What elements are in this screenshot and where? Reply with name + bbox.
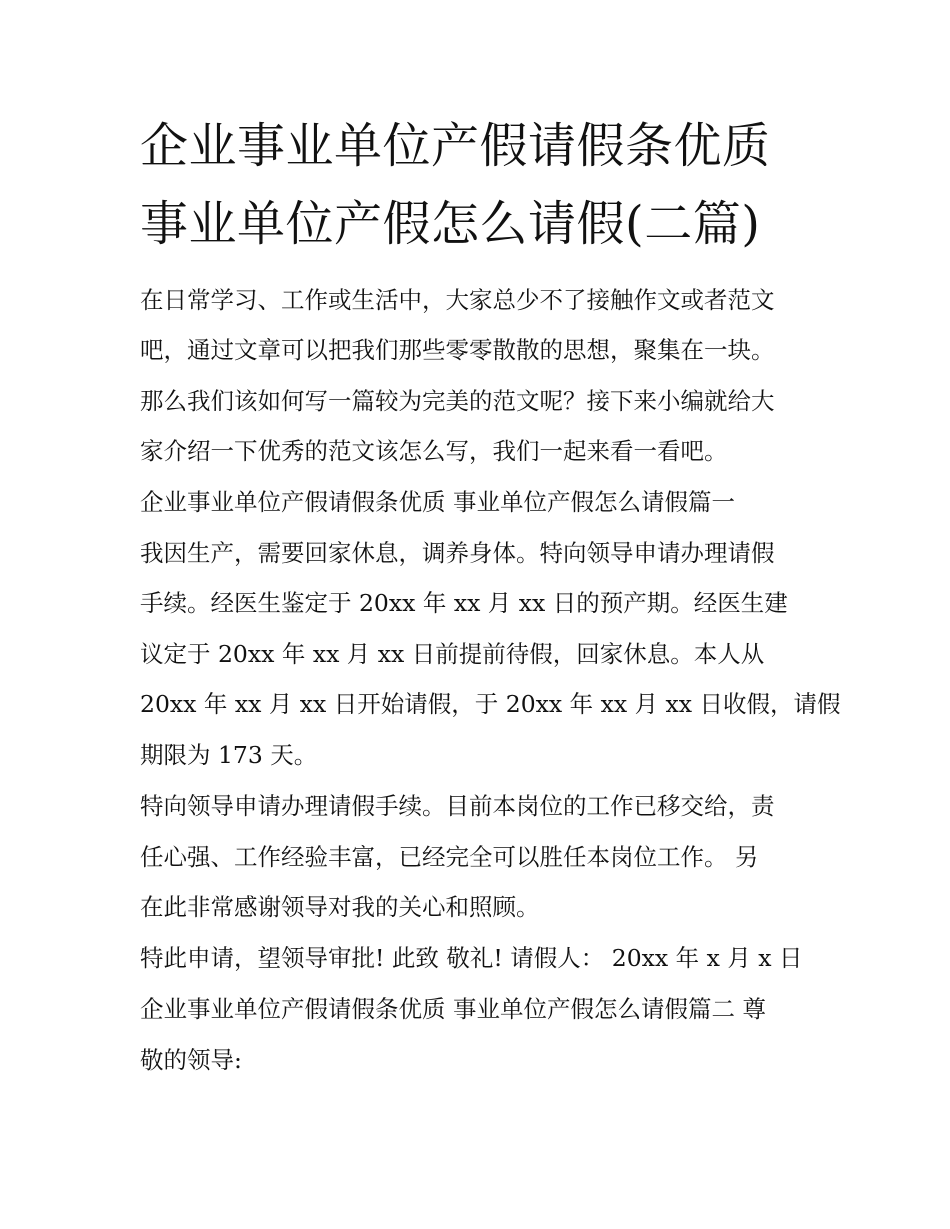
body-line-5: 期限为 173 天。 — [140, 741, 318, 769]
body-line-8: 在此非常感谢领导对我的关心和照顾。 — [140, 893, 540, 921]
body-line-3: 议定于 20xx 年 xx 月 xx 日前提前待假，回家休息。本人从 — [140, 640, 765, 668]
body-line-6: 特向领导申请办理请假手续。目前本岗位的工作已移交给，责 — [140, 792, 775, 820]
intro-line-1: 在日常学习、工作或生活中，大家总少不了接触作文或者范文 — [140, 286, 775, 314]
section-heading-1: 企业事业单位产假请假条优质 事业单位产假怎么请假篇一 — [140, 488, 735, 516]
intro-line-3: 那么我们该如何写一篇较为完美的范文呢？接下来小编就给大 — [140, 387, 775, 415]
body-line-4: 20xx 年 xx 月 xx 日开始请假，于 20xx 年 xx 月 xx 日收假，请假 — [140, 690, 841, 718]
body-line-1: 我因生产，需要回家休息，调养身体。特向领导申请办理请假 — [140, 539, 775, 567]
body-line-7: 任心强、工作经验丰富，已经完全可以胜任本岗位工作。 另 — [140, 843, 759, 871]
closing-line: 特此申请，望领导审批! 此致 敬礼! 请假人： 20xx 年 x 月 x 日 — [140, 944, 803, 972]
document-title-line-1: 企业事业单位产假请假条优质 — [140, 118, 771, 174]
salutation-line: 敬的领导: — [140, 1046, 242, 1074]
document-title-line-2: 事业单位产假怎么请假(二篇) — [140, 196, 761, 252]
body-line-2: 手续。经医生鉴定于 20xx 年 xx 月 xx 日的预产期。经医生建 — [140, 589, 788, 617]
intro-line-2: 吧，通过文章可以把我们那些零零散散的思想，聚集在一块。 — [140, 336, 775, 364]
section-heading-2: 企业事业单位产假请假条优质 事业单位产假怎么请假篇二 尊 — [140, 995, 766, 1023]
intro-line-4: 家介绍一下优秀的范文该怎么写，我们一起来看一看吧。 — [140, 437, 728, 465]
